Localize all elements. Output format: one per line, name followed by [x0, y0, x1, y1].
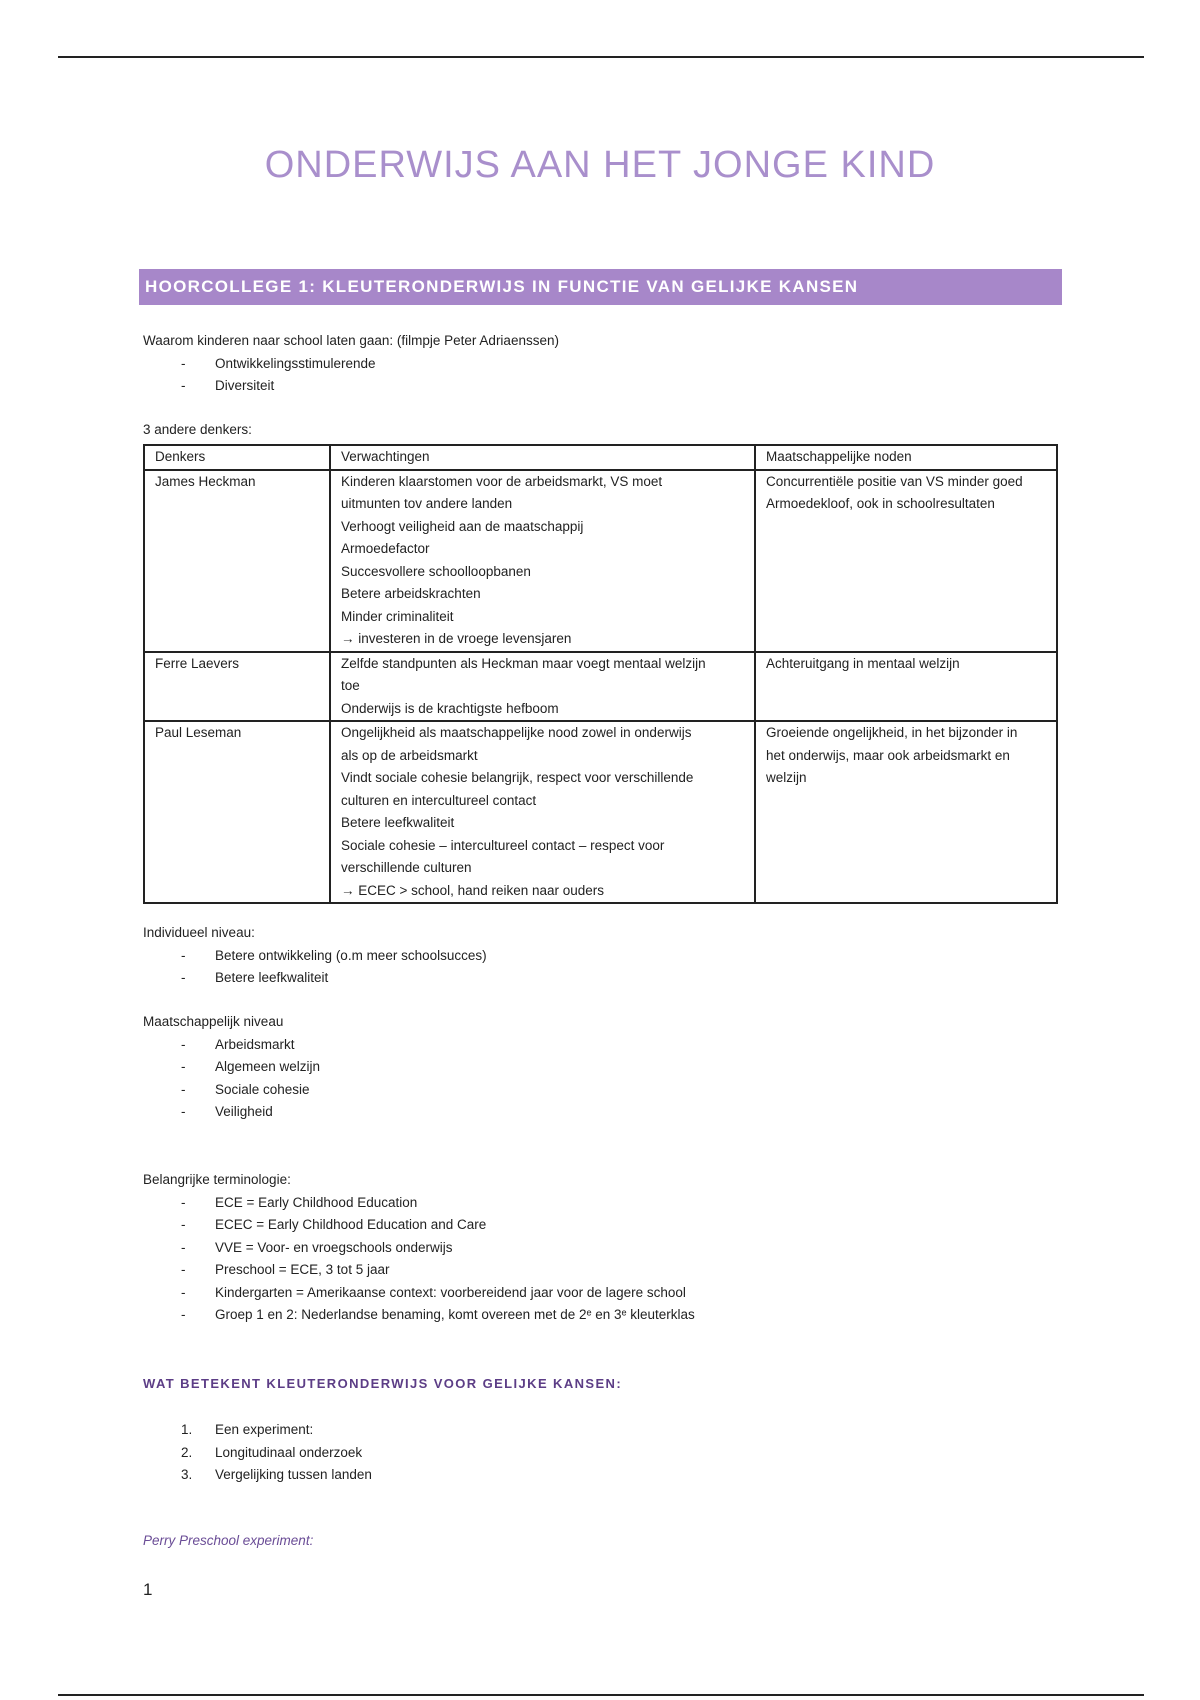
cell-noden [755, 470, 1057, 652]
cell-denker: Paul Leseman [144, 721, 330, 903]
line: het onderwijs, maar ook arbeidsmarkt en [766, 747, 1010, 763]
section-heading: HOORCOLLEGE 1: KLEUTERONDERWIJS IN FUNCTIE VAN GELIJKE KANSEN [139, 269, 1062, 305]
line: culturen en intercultureel contact [341, 792, 537, 808]
terminologie-label: Belangrijke terminologie: [143, 1172, 291, 1187]
list-item [143, 1419, 372, 1442]
list-item: - Veiligheid [143, 1101, 320, 1124]
terminologie-list [143, 1192, 695, 1327]
line: → investeren in de vroege levensjaren [341, 631, 572, 646]
list-number: 3. [181, 1467, 193, 1482]
table-row [144, 470, 1057, 652]
bottom-rule [58, 1694, 1144, 1696]
list-text: Vergelijking tussen landen [215, 1467, 372, 1482]
line: uitmunten tov andere landen [341, 496, 513, 511]
individueel-list [143, 945, 487, 990]
list-number: 2. [181, 1444, 193, 1460]
header-noden: Maatschappelijke noden [755, 445, 1057, 470]
table-row [144, 721, 1057, 903]
maatschappelijk-label: Maatschappelijk niveau [143, 1014, 284, 1029]
list-item: - Betere leefkwaliteit [143, 967, 487, 990]
top-rule [58, 56, 1144, 58]
table-header-row [144, 445, 1057, 470]
line: Armoedefactor [341, 541, 430, 556]
line: Sociale cohesie – intercultureel contact – respect voor [341, 837, 665, 853]
list-item: - Betere ontwikkeling (o.m meer schoolsucces) [143, 945, 487, 968]
list-item: - Kindergarten = Amerikaanse context: voorbereidend jaar voor de lagere school [143, 1282, 695, 1305]
cell-verwachtingen [330, 652, 755, 722]
line: verschillende culturen [341, 860, 472, 875]
terminologie-block [143, 1169, 695, 1327]
list-item: - ECEC = Early Childhood Education and Care [143, 1214, 695, 1237]
cell-noden [755, 652, 1057, 722]
numbered-block [143, 1419, 372, 1487]
list-item: - Preschool = ECE, 3 tot 5 jaar [143, 1259, 695, 1282]
list-item: - Ontwikkelingsstimulerende [143, 353, 559, 376]
list-item: - Arbeidsmarkt [143, 1034, 320, 1057]
denkers-table [143, 444, 1058, 904]
line: Betere arbeidskrachten [341, 586, 481, 601]
document-title: ONDERWIJS AAN HET JONGE KIND [264, 144, 936, 186]
line: Betere leefkwaliteit [341, 815, 455, 830]
line: Onderwijs is de krachtigste hefboom [341, 700, 559, 716]
header-verwachtingen: Verwachtingen [330, 445, 755, 470]
subheading: WAT BETEKENT KLEUTERONDERWIJS VOOR GELIJKE KANSEN: [143, 1376, 623, 1391]
cell-denker: Ferre Laevers [144, 652, 330, 722]
cell-verwachtingen [330, 470, 755, 652]
line: Verhoogt veiligheid aan de maatschappij [341, 518, 584, 534]
list-item: - VVE = Voor- en vroegschools onderwijs [143, 1237, 695, 1260]
list-item: - Groep 1 en 2: Nederlandse benaming, komt overeen met de 2ᵉ en 3ᵉ kleuterklas [143, 1304, 695, 1327]
intro-block [143, 330, 559, 398]
cell-verwachtingen [330, 721, 755, 903]
line: welzijn [766, 770, 807, 785]
line: Armoedekloof, ook in schoolresultaten [766, 496, 995, 511]
list-text: Longitudinaal onderzoek [215, 1444, 363, 1460]
line: Ongelijkheid als maatschappelijke nood zowel in onderwijs [341, 725, 692, 740]
cell-denker: James Heckman [144, 470, 330, 652]
list-item [143, 1442, 372, 1465]
list-text: Een experiment: [215, 1422, 314, 1437]
line: Vindt sociale cohesie belangrijk, respect voor verschillende [341, 770, 694, 785]
denkers-label [143, 419, 252, 442]
line: toe [341, 678, 360, 693]
line: → ECEC > school, hand reiken naar ouders [341, 882, 605, 898]
list-item [143, 1464, 372, 1487]
denkers-label-text: 3 andere denkers: [143, 422, 252, 437]
intro-list [143, 353, 559, 398]
list-item: - Sociale cohesie [143, 1079, 320, 1102]
line: Achteruitgang in mentaal welzijn [766, 655, 960, 671]
list-number: 1. [181, 1422, 193, 1437]
experiment-heading: Perry Preschool experiment: [143, 1533, 314, 1548]
individueel-label: Individueel niveau: [143, 925, 255, 940]
list-item: - Diversiteit [143, 375, 559, 398]
maatschappelijk-list [143, 1034, 320, 1124]
line: Succesvollere schoolloopbanen [341, 563, 531, 579]
numbered-list [143, 1419, 372, 1487]
line: Kinderen klaarstomen voor de arbeidsmarkt, VS moet [341, 473, 663, 489]
individueel-block [143, 922, 487, 990]
line: Zelfde standpunten als Heckman maar voegt mentaal welzijn [341, 655, 706, 671]
list-item: - Algemeen welzijn [143, 1056, 320, 1079]
line: Groeiende ongelijkheid, in het bijzonder in [766, 725, 1018, 740]
header-denkers: Denkers [144, 445, 330, 470]
cell-noden [755, 721, 1057, 903]
line: Minder criminaliteit [341, 608, 454, 624]
intro-question: Waarom kinderen naar school laten gaan: (filmpje Peter Adriaenssen) [143, 333, 559, 348]
line: als op de arbeidsmarkt [341, 747, 478, 763]
page-number: 1 [143, 1580, 153, 1599]
maatschappelijk-block [143, 1011, 320, 1124]
table-row [144, 652, 1057, 722]
line: Concurrentiële positie van VS minder goed [766, 473, 1023, 489]
list-item: - ECE = Early Childhood Education [143, 1192, 695, 1215]
